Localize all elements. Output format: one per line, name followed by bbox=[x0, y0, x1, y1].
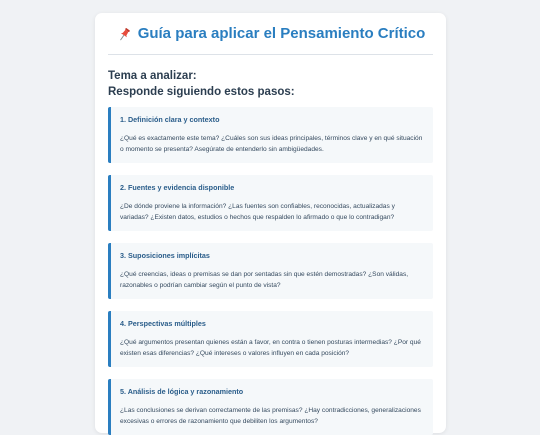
step-card-3 bbox=[108, 243, 433, 299]
step-description: ¿Qué es exactamente este tema? ¿Cuáles son sus ideas principales, términos clave y en qué situación o momento se presenta? Asegúrate de entenderlo sin ambigüedades. bbox=[120, 135, 423, 153]
steps-subtitle: Responde siguiendo estos pasos: bbox=[108, 86, 295, 98]
step-title: 2. Fuentes y evidencia disponible bbox=[120, 183, 235, 192]
header bbox=[108, 13, 433, 55]
step-title: 5. Análisis de lógica y razonamiento bbox=[120, 387, 244, 396]
step-title: 3. Suposiciones implícitas bbox=[120, 251, 210, 260]
step-description: ¿Qué creencias, ideas o premisas se dan por sentadas sin que estén demostradas? ¿Son válidas, razonables o podrían cambiar según el punto de vista? bbox=[120, 271, 409, 289]
step-card-1 bbox=[108, 107, 433, 163]
step-description: ¿De dónde proviene la información? ¿Las fuentes son confiables, reconocidas, actualizadas y variadas? ¿Existen datos, estudios o hechos que respalden lo afirmado o que lo contradigan? bbox=[120, 203, 395, 221]
step-title: 1. Definición clara y contexto bbox=[120, 115, 220, 124]
pushpin-icon bbox=[116, 27, 132, 43]
step-description: ¿Las conclusiones se derivan correctamente de las premisas? ¿Hay contradicciones, generalizaciones excesivas o errores de razonamiento que debiliten los argumentos? bbox=[120, 407, 421, 425]
step-card-5 bbox=[108, 379, 433, 435]
step-title: 4. Perspectivas múltiples bbox=[120, 319, 206, 328]
topic-label: Tema a analizar: bbox=[108, 70, 197, 82]
page-title: Guía para aplicar el Pensamiento Crítico bbox=[137, 25, 426, 42]
step-card-2 bbox=[108, 175, 433, 231]
guide-card bbox=[95, 13, 446, 433]
step-card-4 bbox=[108, 311, 433, 367]
step-description: ¿Qué argumentos presentan quienes están a favor, en contra o tienen posturas intermedias? ¿Por qué existen esas diferencias? ¿Qué intereses o valores influyen en cada posición? bbox=[120, 339, 421, 357]
